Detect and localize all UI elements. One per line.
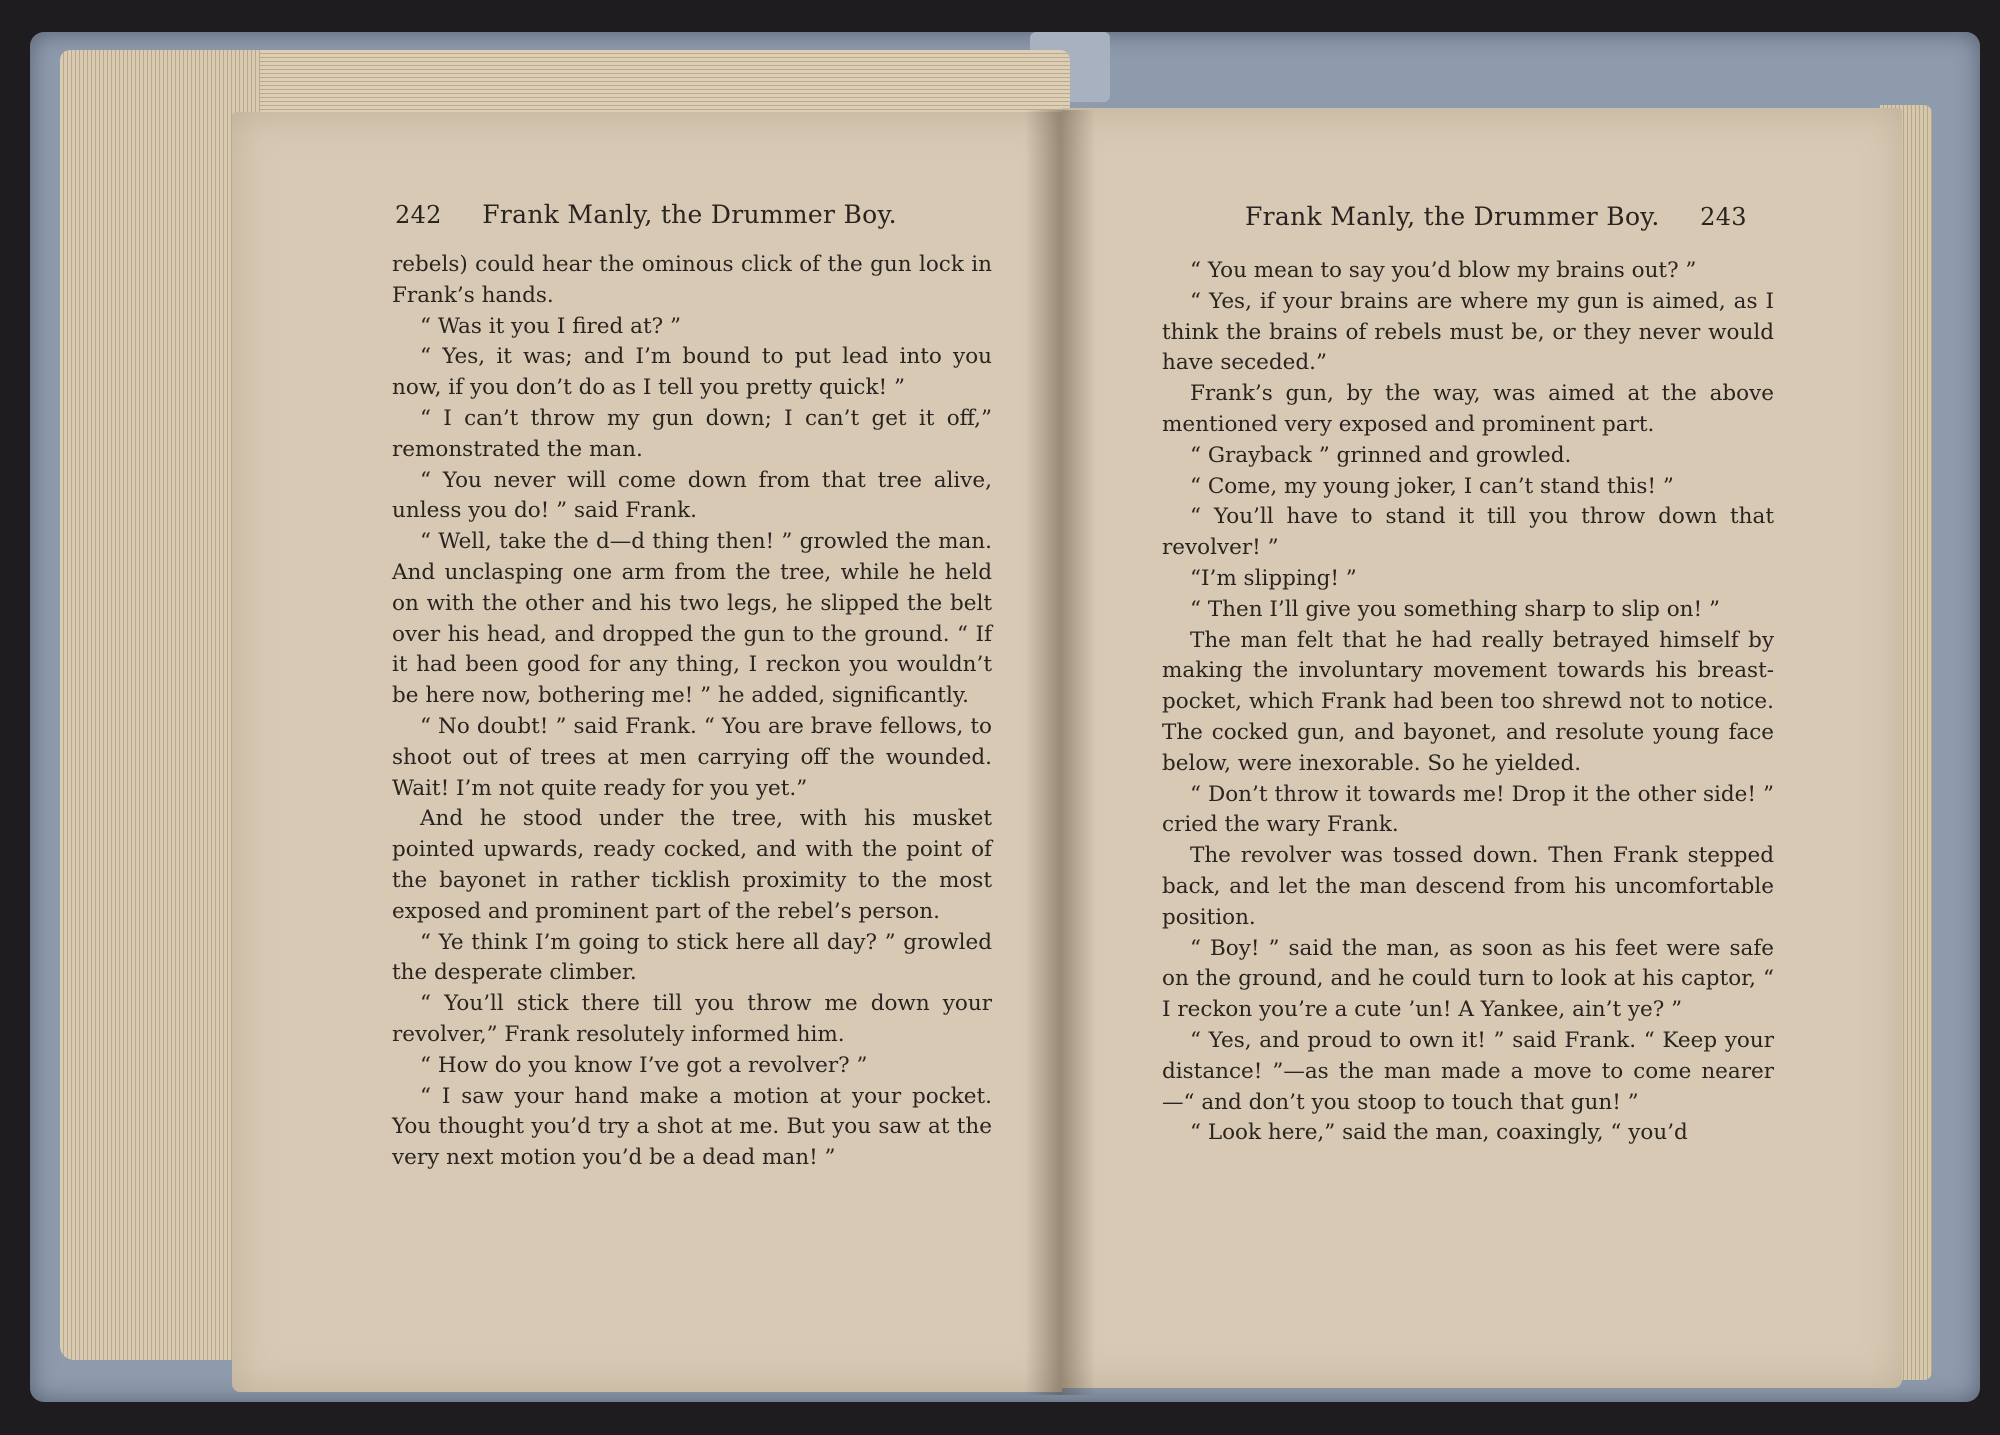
left-running-header	[395, 200, 897, 229]
page-edges-left	[60, 50, 260, 1360]
paragraph: “ Well, take the d—d thing then! ” growled the man. And unclasping one arm from the tree, while he held on with the other and his two legs, he slipped the belt over his head, and dropped the gun to the ground. “ If it had been good for any thing, I reckon you wouldn’t be here now, bothering me! ” he added, significantly.	[392, 529, 992, 709]
paragraph: Frank’s gun, by the way, was aimed at the above mentioned very exposed and prominent part.	[1162, 381, 1774, 437]
left-running-head: Frank Manly, the Drummer Boy.	[482, 200, 897, 229]
paragraph: The revolver was tossed down. Then Frank stepped back, and let the man descend from his uncomfortable position.	[1162, 843, 1774, 930]
right-running-header	[1245, 202, 1747, 231]
paragraph: The man felt that he had really betrayed himself by making the involuntary movement towards his breast-pocket, which Frank had been too shrewd not to notice. The cocked gun, and bayonet, and resolute young face below, were inexorable. So he yielded.	[1162, 627, 1774, 776]
paragraph: “ I can’t throw my gun down; I can’t get it off,” remonstrated the man.	[392, 405, 992, 462]
paragraph: “ You’ll have to stand it till you throw down that revolver! ”	[1162, 504, 1774, 561]
paragraph: “ Look here,” said the man, coaxingly, “ you’d	[1190, 1120, 1688, 1146]
paragraph: “ Don’t throw it towards me! Drop it the other side! ” cried the wary Frank.	[1162, 781, 1774, 838]
paragraph: “ You’ll stick there till you throw me down your revolver,” Frank resolutely informed him.	[392, 991, 992, 1047]
paragraph: “I’m slipping! ”	[1190, 565, 1357, 591]
book-gutter	[1025, 110, 1095, 1395]
right-page-text	[1162, 256, 1774, 1149]
paragraph: “ Yes, if your brains are where my gun is aimed, as I think the brains of rebels must be, or they never would have seceded.”	[1162, 288, 1774, 376]
paragraph: “ You mean to say you’d blow my brains out? ”	[1190, 258, 1697, 283]
paragraph: “ How do you know I’ve got a revolver? ”	[420, 1052, 868, 1078]
left-page-text	[392, 250, 992, 1174]
paragraph: “ Grayback ” grinned and growled.	[1190, 442, 1572, 468]
left-page-number: 242	[395, 201, 442, 229]
right-running-head: Frank Manly, the Drummer Boy.	[1245, 202, 1660, 231]
paragraph: “ Boy! ” said the man, as soon as his feet were safe on the ground, and he could turn to look at his captor, “ I reckon you’re a cute ’un! A Yankee, ain’t ye? ”	[1162, 935, 1774, 1023]
right-page-number: 243	[1700, 203, 1747, 231]
paragraph: And he stood under the tree, with his musket pointed upwards, ready cocked, and with the point of the bayonet in rather ticklish proximity to the most exposed and prominent part of the rebel’s person.	[392, 806, 992, 924]
paragraph: “ Yes, and proud to own it! ” said Frank. “ Keep your distance! ”—as the man made a move to come nearer—“ and don’t you stoop to touch that gun! ”	[1162, 1027, 1774, 1115]
paragraph: “ Ye think I’m going to stick here all day? ” growled the desperate climber.	[392, 929, 992, 986]
right-page	[1062, 108, 1902, 1388]
paragraph: “ Then I’ll give you something sharp to slip on! ”	[1190, 596, 1720, 622]
paragraph: “ No doubt! ” said Frank. “ You are brave fellows, to shoot out of trees at men carrying off the wounded. Wait! I’m not quite ready for you yet.”	[392, 713, 992, 801]
paragraph: “ You never will come down from that tree alive, unless you do! ” said Frank.	[392, 467, 992, 524]
left-page	[232, 112, 1062, 1392]
paragraph: “ I saw your hand make a motion at your pocket. You thought you’d try a shot at me. But you saw at the very next motion you’d be a dead man! ”	[392, 1083, 992, 1171]
paragraph: “ Was it you I fired at? ”	[420, 313, 681, 339]
paragraph: “ Yes, it was; and I’m bound to put lead into you now, if you don’t do as I tell you pretty quick! ”	[392, 344, 992, 401]
paragraph: “ Come, my young joker, I can’t stand this! ”	[1190, 473, 1674, 499]
paragraph: rebels) could hear the ominous click of the gun lock in Frank’s hands.	[392, 252, 992, 308]
